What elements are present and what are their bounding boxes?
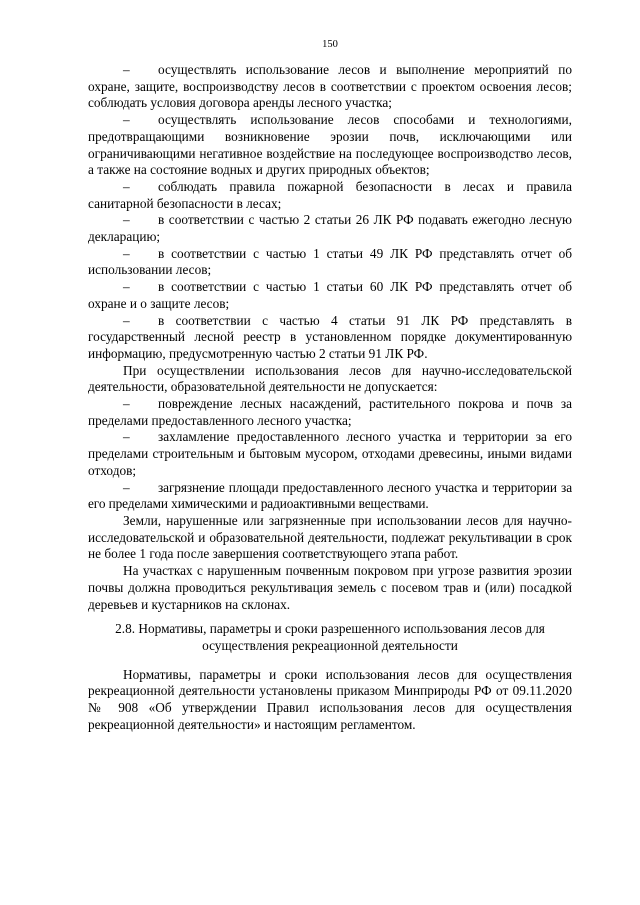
paragraph-reclamation: Земли, нарушенные или загрязненные при использовании лесов для научно-исследовательской и образовательной деятельности, подлежат рекультивации в срок не более 1 года после завершения соответствующего этапа работ. — [88, 512, 572, 562]
dash-marker: – — [123, 479, 130, 495]
dash-marker: – — [123, 279, 130, 295]
page-number: 150 — [322, 39, 338, 50]
list-item: – загрязнение площади предоставленного лесного участка и территории за его пределами химическими и радиоактивными веществами. — [88, 479, 572, 512]
list-item: – в соответствии с частью 2 статьи 26 ЛК РФ подавать ежегодно лесную декларацию; — [88, 212, 572, 245]
section-heading-line2: осуществления рекреационной деятельности — [202, 637, 458, 653]
section-heading — [88, 621, 572, 654]
dash-marker: – — [123, 212, 130, 228]
paragraph-final: Нормативы, параметры и сроки использования лесов для осуществления рекреационной деятельности установлены приказом Минприроды РФ от 09.11.2020 № 908 «Об утверждении Правил использования лесов для осуществления рекреационной деятельности» и настоящим регламентом. — [88, 666, 572, 732]
dash-marker: – — [123, 312, 130, 328]
list-item: – в соответствии с частью 1 статьи 49 ЛК РФ представлять отчет об использовании лесов; — [88, 245, 572, 278]
list-item: – в соответствии с частью 1 статьи 60 ЛК РФ представлять отчет об охране и о защите лесов; — [88, 279, 572, 311]
dash-marker: – — [123, 429, 130, 445]
list-item: – повреждение лесных насаждений, растительного покрова и почв за пределами предоставленного лесного участка; — [88, 396, 572, 428]
dash-marker: – — [123, 62, 130, 77]
list-item: – осуществлять использование лесов способами и технологиями, предотвращающими возникновение эрозии почв, исключающими или ограничивающими негативное воздействие на последующее воспроизводство лесов, а также на состояние водных и других природных объектов; — [88, 112, 572, 178]
dash-marker: – — [123, 396, 130, 412]
dash-marker: – — [123, 112, 130, 128]
list-item: – соблюдать правила пожарной безопасности в лесах и правила санитарной безопасности в лесах; — [88, 178, 572, 211]
dash-marker: – — [123, 245, 130, 261]
list-item: – осуществлять использование лесов и выполнение мероприятий по охране, защите, воспроизводству лесов в соответствии с проектом освоения лесов; соблюдать условия договора аренды лесного участка; — [88, 62, 572, 111]
paragraph-erosion: На участках с нарушенным почвенным покровом при угрозе развития эрозии почвы должна проводиться рекультивация земель с посевом трав и (или) посадкой деревьев и кустарников на склонах. — [88, 563, 572, 612]
list-item: – захламление предоставленного лесного участка и территории за его пределами строительным и бытовым мусором, отходами древесины, иными видами отходов; — [88, 429, 572, 478]
list-item: – в соответствии с частью 4 статьи 91 ЛК РФ представлять в государственный лесной реестр в установленном порядке документированную информацию, предусмотренную частью 2 статьи 91 ЛК РФ. — [88, 312, 572, 361]
document-body — [88, 62, 572, 733]
section-heading-line1: 2.8. Нормативы, параметры и сроки разрешенного использования лесов для — [115, 621, 545, 637]
dash-marker: – — [123, 178, 130, 194]
paragraph-intro: При осуществлении использования лесов для научно-исследовательской деятельности, образовательной деятельности не допускается: — [88, 362, 572, 395]
